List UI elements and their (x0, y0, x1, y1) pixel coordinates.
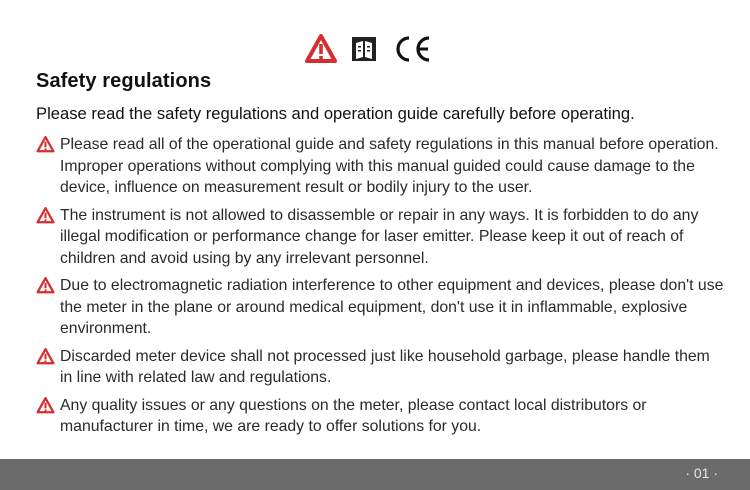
warning-icon (36, 346, 60, 370)
warning-icon (36, 205, 60, 229)
page-number: · 01 · (685, 465, 718, 481)
warning-icon (36, 134, 60, 158)
list-item-text: Discarded meter device shall not processed just like household garbage, please handle them in line with related law and regulations. (60, 347, 710, 386)
list-item (36, 134, 726, 199)
header-icons (305, 34, 433, 64)
list-item (36, 346, 726, 389)
list-item-text: The instrument is not allowed to disassemble or repair in any ways. It is forbidden to do any illegal modification or performance change for laser emitter. Please keep it out of reach of children and avoid using by any irrelevant personnel. (60, 206, 699, 267)
manual-book-icon (349, 34, 379, 64)
list-item-text: Due to electromagnetic radiation interference to other equipment and devices, please don't use the meter in the plane or around medical equipment, don't use it in inflammable, explosive environment. (60, 277, 724, 337)
safety-list (36, 134, 726, 444)
list-item (36, 205, 726, 270)
warning-icon (36, 275, 60, 299)
list-item (36, 275, 726, 340)
footer-bar (0, 459, 750, 490)
warning-icon (36, 395, 60, 419)
ce-mark-icon (391, 34, 433, 64)
list-item-text: Any quality issues or any questions on the meter, please contact local distributors or manufacturer in time, we are ready to offer solutions for you. (60, 396, 647, 435)
list-item-text: Please read all of the operational guide and safety regulations in this manual before operation. Improper operations without complying with this manual guided could cause damage to the device, influence on measurement result or bodily injury to the user. (60, 136, 719, 196)
warning-icon (305, 34, 337, 64)
page-title: Safety regulations (36, 70, 212, 92)
intro-text: Please read the safety regulations and operation guide carefully before operating. (36, 104, 635, 123)
list-item (36, 395, 726, 438)
